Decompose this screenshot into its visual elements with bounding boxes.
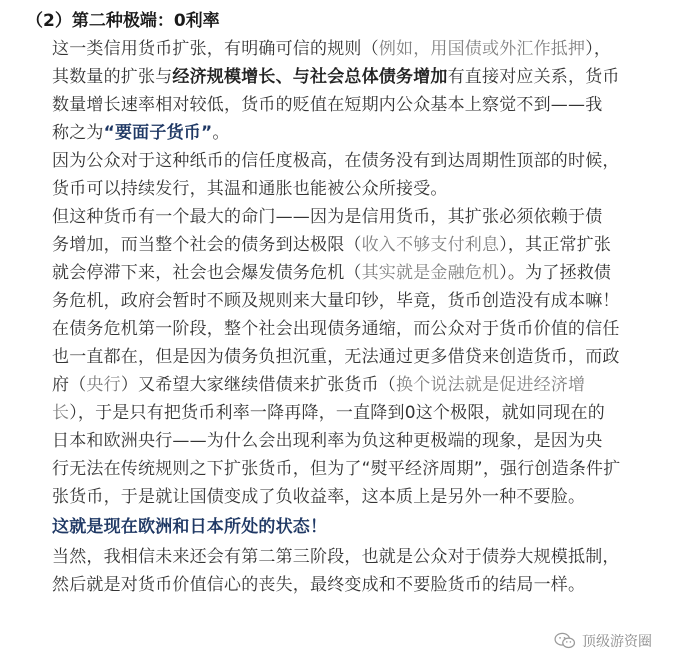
text-line: 数量增长速率相对较低，货币的贬值在短期内公众基本上察觉不到——我: [52, 95, 603, 115]
text-line: 货币可以持续发行，其温和通胀也能被公众所接受。: [52, 179, 448, 199]
text-line: 这就是现在欧洲和日本所处的状态！: [52, 517, 328, 537]
text-line: 当然，我相信未来还会有第二第三阶段，也就是公众对于债券大规模抵制，: [52, 547, 620, 567]
text-line: 其数量的扩张与经济规模增长、与社会总体债务增加有直接对应关系，货币: [52, 67, 620, 87]
text-line: 长），于是只有把货币利率一降再降，一直降到0这个极限，就如同现在的: [52, 403, 605, 423]
text-line: 行无法在传统规则之下扩张货币，但为了“熨平经济周期”，强行创造条件扩: [52, 459, 621, 479]
text-line: 也一直都在，但是因为债务负担沉重，无法通过更多借贷来创造货币，而政: [52, 347, 620, 367]
text-line: 然后就是对货币价值信心的丧失，最终变成和不要脸货币的结局一样。: [52, 575, 586, 595]
section-heading: （2）第二种极端：0利率: [26, 11, 220, 31]
text-line: 就会停滞下来，社会也会爆发债务危机（其实就是金融危机）。为了拯救债: [52, 263, 612, 283]
text-line: 因为公众对于这种纸币的信任度极高，在债务没有到达周期性顶部的时候，: [52, 151, 620, 171]
text-line: 在债务危机第一阶段，整个社会出现债务通缩，而公众对于货币价值的信任: [52, 319, 620, 339]
text-line: 张货币，于是就让国债变成了负收益率，这本质上是另外一种不要脸。: [52, 487, 586, 507]
wechat-icon: [554, 632, 576, 650]
text-line: 日本和欧洲央行——为什么会出现利率为负这种更极端的现象，是因为央: [52, 431, 603, 451]
text-line: 但这种货币有一个最大的命门——因为是信用货币，其扩张必须依赖于债: [52, 207, 603, 227]
text-line: 称之为“要面子货币”。: [52, 123, 230, 143]
watermark-label: 顶级游资圈: [582, 634, 652, 650]
watermark: [554, 631, 652, 651]
text-line: 这一类信用货币扩张，有明确可信的规则（例如，用国债或外汇作抵押），: [52, 39, 612, 59]
text-line: 务增加，而当整个社会的债务到达极限（收入不够支付利息），其正常扩张: [52, 235, 612, 255]
text-line: 务危机，政府会暂时不顾及规则来大量印钞，毕竟，货币创造没有成本嘛！: [52, 291, 620, 311]
text-line: 府（央行）又希望大家继续借债来扩张货币（换个说法就是促进经济增: [52, 375, 586, 395]
